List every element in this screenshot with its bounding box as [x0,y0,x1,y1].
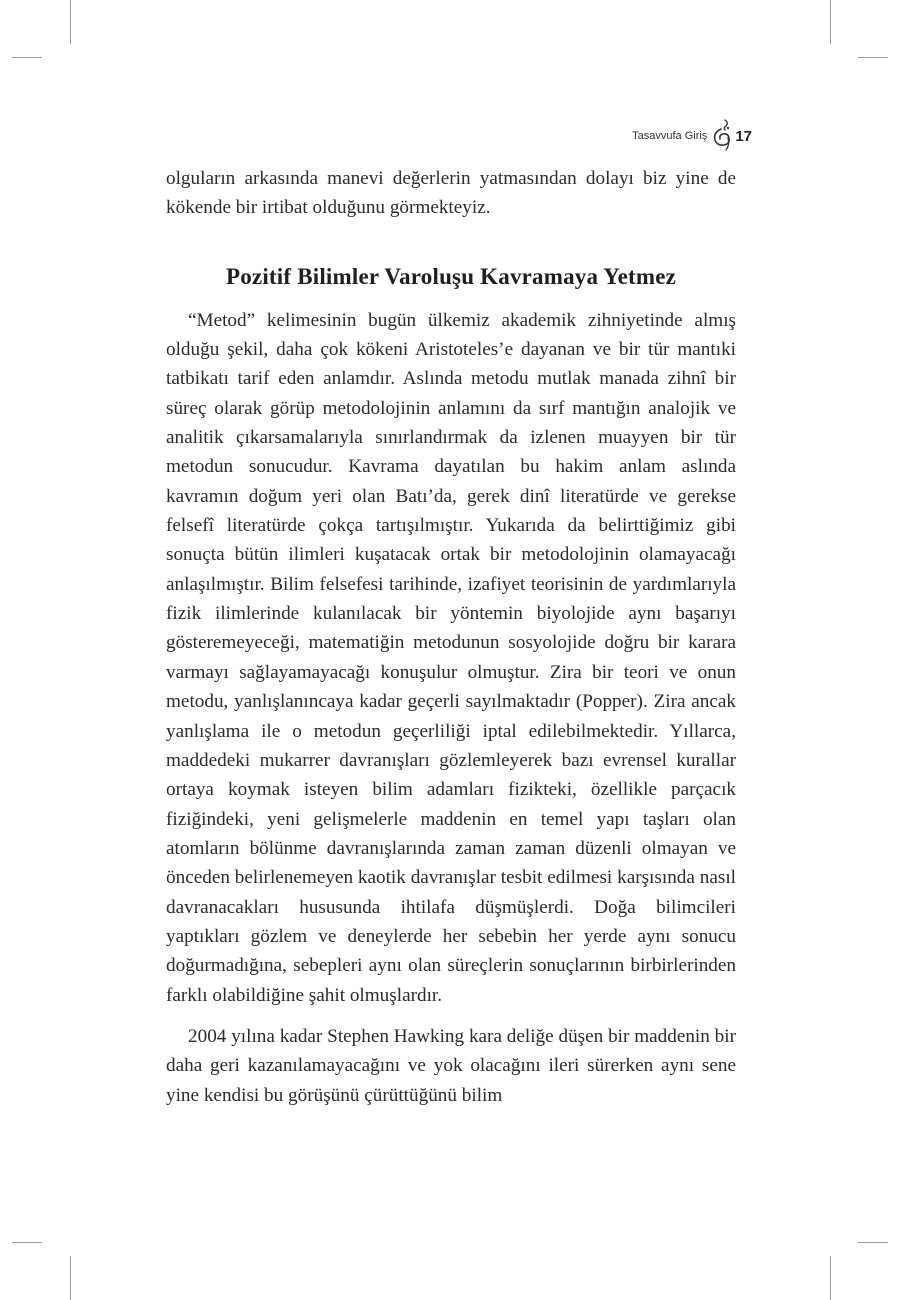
crop-mark-top-right [830,0,831,44]
page-number: 17 [735,127,752,145]
body-text [166,164,736,1110]
crop-mark-left-upper [12,57,42,58]
crop-mark-bottom-left [70,1256,71,1300]
continuation-paragraph: olguların arkasında manevi değerlerin yatmasından dolayı biz yine de kökende bir irtibat olduğunu görmekteyiz. [166,168,736,219]
crop-mark-bottom-right [830,1256,831,1300]
crop-mark-right-upper [858,57,888,58]
paragraph-hawking: 2004 yılına kadar Stephen Hawking kara deliğe düşen bir maddenin bir daha geri kazanılamayacağını ve yok olacağını ileri sürerken aynı sene yine kendisi bu görüşünü çürüttüğünü bilim [166,1025,736,1106]
calligraphic-ornament-icon [711,118,733,154]
crop-mark-top-left [70,0,71,44]
paragraph-metod: “Metod” kelimesinin bugün ülkemiz akademik zihniyetinde almış olduğu şekil, daha çok kökeni Aristoteles’e dayanan ve bir tür mantıki tatbikatı tarif eden anlamdır. Aslında metodu mutlak manada zihnî bir süreç olarak görüp metodolojinin anlamını da sırf mantığın analojik ve analitik çıkarsamalarıyla sınırlandırmak da izlenen muayyen bir tür metodun sonucudur. Kavrama dayatılan bu hakim anlam aslında kavramın doğum yeri olan Batı’da, gerek dinî literatürde ve gerekse felsefî literatürde çokça tartışılmıştır. Yukarıda da belirttiğimiz gibi sonuçta bütün ilimleri kuşatacak ortak bir metodolojinin olamayacağı anlaşılmıştır. Bilim felsefesi tarihinde, izafiyet teorisinin de yardımlarıyla fizik ilimlerinde kulanılacak bir yöntemin biyolojide aynı başarıyı gösteremeyeceği, matematiğin metodunun sosyolojide doğru bir karara varmayı sağlayamayacağı konuşulur olmuştur. Zira bir teori ve onun metodu, yanlışlanıncaya kadar geçerli sayılmaktadır (Popper). Zira ancak yanlışlama ile o metodun geçerliliği iptal edilebilmektedir. Yıllarca, maddedeki mukarrer davranışları gözlemleyerek bazı evrensel kurallar ortaya koymak isteyen bilim adamları fizikteki, özellikle parçacık fiziğindeki, yeni gelişmelerle maddenin en temel yapı taşları olan atomların bölünme davranışlarında zaman zaman düzenli olmayan ve önceden belirlenemeyen kaotik davranışlar tesbit edilmesi karşısında nasıl davranacakları hususunda ihtilafa düşmüşlerdi. Doğa bilimcileri yaptıkları gözlem ve deneylerde her sebebin her yerde aynı sonucu doğurmadığına, sebepleri aynı olan süreçlerin sonuçlarının birbirlerinden farklı olabildiğine şahit olmuşlardır. [166,309,736,1006]
running-header [632,118,752,154]
crop-mark-right-lower [858,1242,888,1243]
running-title: Tasavvufa Giriş [632,130,708,142]
crop-mark-left-lower [12,1242,42,1243]
section-heading: Pozitif Bilimler Varoluşu Kavramaya Yetmez [225,263,677,289]
